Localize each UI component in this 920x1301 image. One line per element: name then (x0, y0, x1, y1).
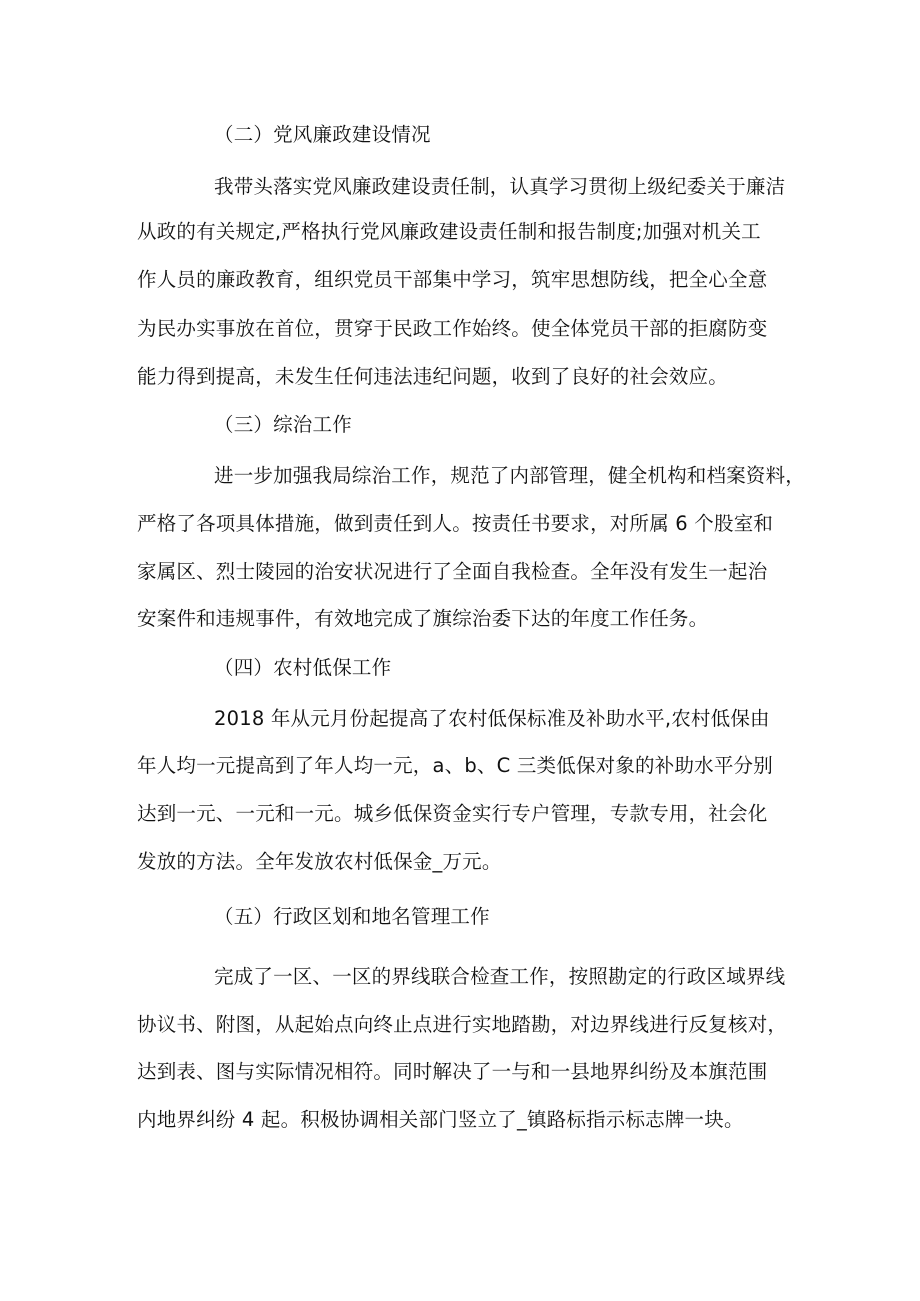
paragraph-line: 年人均一元提高到了年人均一元，a、b、C 三类低保对象的补助水平分别 (137, 754, 773, 777)
paragraph-line: 协议书、附图，从起始点向终止点进行实地踏勘，对边界线进行反复核对， (137, 1013, 788, 1036)
paragraph-line: 作人员的廉政教育，组织党员干部集中学习，筑牢思想防线，把全心全意 (137, 268, 768, 291)
section-heading-3: （三）综治工作 (214, 413, 352, 436)
paragraph-line: 家属区、烈士陵园的治安状况进行了全面自我检查。全年没有发生一起治 (137, 560, 768, 583)
paragraph-line: 内地界纠纷 4 起。积极协调相关部门竖立了_镇路标指示标志牌一块。 (137, 1108, 744, 1131)
paragraph-line: 达到一元、一元和一元。城乡低保资金实行专户管理，专款专用，社会化 (137, 802, 768, 825)
paragraph-line: 能力得到提高，未发生任何违法违纪问题，收到了良好的社会效应。 (137, 365, 729, 388)
paragraph-line: 安案件和违规事件，有效地完成了旗综治委下达的年度工作任务。 (137, 607, 709, 630)
section-heading-4: （四）农村低保工作 (214, 656, 392, 679)
paragraph-line: 严格了各项具体措施，做到责任到人。按责任书要求，对所属 6 个股室和 (137, 512, 774, 535)
section-heading-5: （五）行政区划和地名管理工作 (214, 905, 490, 928)
paragraph-line: 发放的方法。全年发放农村低保金_万元。 (137, 850, 502, 873)
paragraph-line: 进一步加强我局综治工作，规范了内部管理，健全机构和档案资料， (214, 464, 806, 487)
paragraph-line: 达到表、图与实际情况相符。同时解决了一与和一县地界纠纷及本旗范围 (137, 1060, 768, 1083)
paragraph-line: 为民办实事放在首位，贯穿于民政工作始终。使全体党员干部的拒腐防变 (137, 317, 768, 340)
section-heading-2: （二）党风廉政建设情况 (214, 123, 431, 146)
paragraph-line: 完成了一区、一区的界线联合检查工作，按照勘定的行政区域界线 (214, 965, 786, 988)
paragraph-line: 从政的有关规定,严格执行党风廉政建设责任制和报告制度;加强对机关工 (137, 220, 761, 243)
paragraph-line: 我带头落实党风廉政建设责任制，认真学习贯彻上级纪委关于廉洁 (214, 175, 786, 198)
paragraph-line: 2018 年从元月份起提高了农村低保标准及补助水平,农村低保由 (214, 707, 770, 730)
